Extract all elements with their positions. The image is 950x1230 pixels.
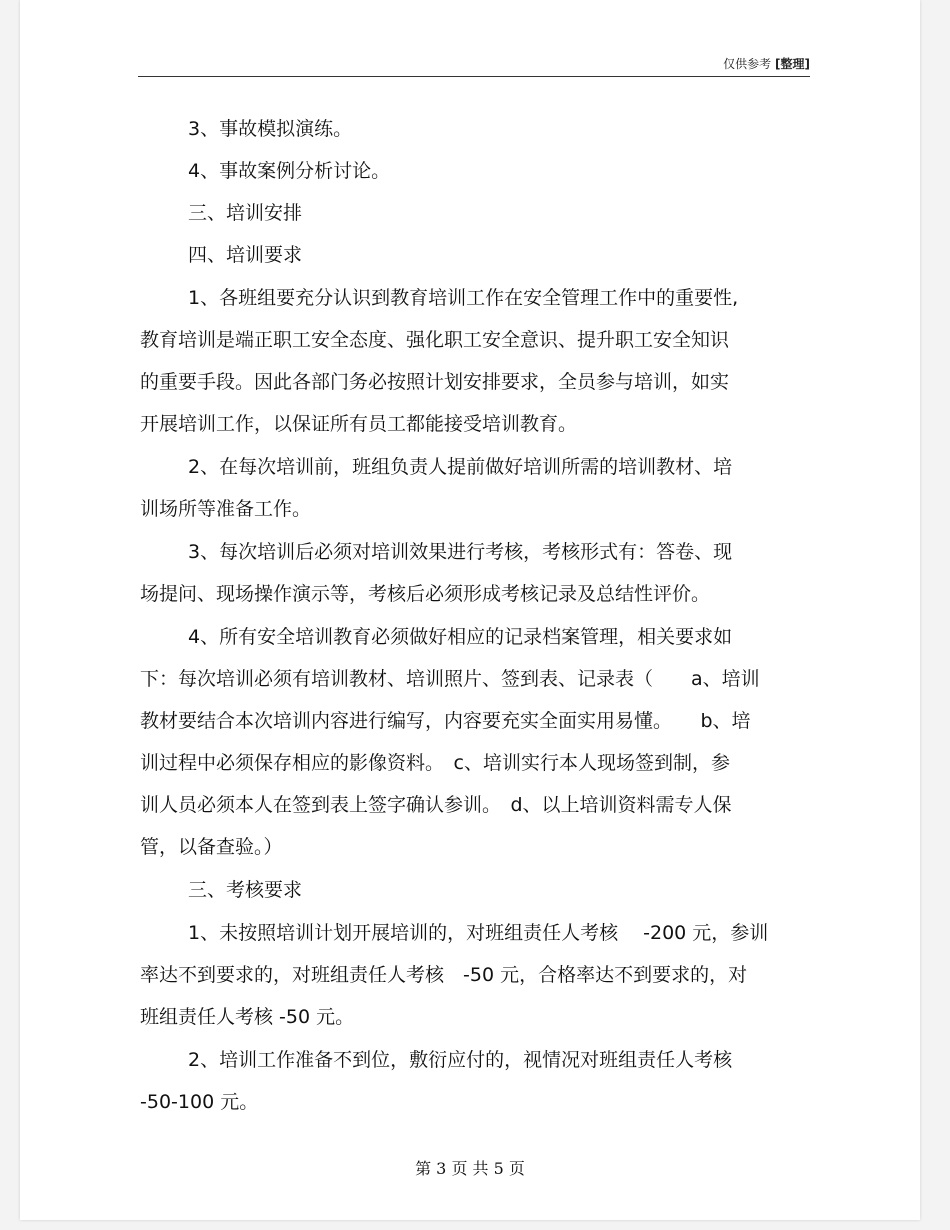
paragraph-line: 2、在每次培训前，班组负责人提前做好培训所需的培训教材、培: [188, 456, 733, 478]
header-label: 仅供参考: [723, 57, 772, 71]
paragraph-line: 场提问、现场操作演示等，考核后必须形成考核记录及总结性评价。: [140, 583, 711, 605]
header-tag: [整理]: [775, 57, 810, 71]
paragraph-line: 的重要手段。因此各部门务必按照计划安排要求，全员参与培训，如实: [140, 371, 730, 393]
paragraph-line: 下：每次培训必须有培训教材、培训照片、签到表、记录表（ a、培训: [140, 668, 760, 690]
paragraph-line: 班组责任人考核 -50 元。: [140, 1006, 355, 1028]
paragraph-line: 开展培训工作，以保证所有员工都能接受培训教育。: [140, 413, 578, 435]
paragraph-line: 1、未按照培训计划开展培训的，对班组责任人考核 -200 元，参训: [188, 922, 769, 944]
list-item-case-study: 4、事故案例分析讨论。: [188, 160, 391, 182]
list-item-drill: 3、事故模拟演练。: [188, 118, 353, 140]
section-heading-training-requirements: 四、培训要求: [188, 244, 303, 266]
paragraph-line: 教育培训是端正职工安全态度、强化职工安全意识、提升职工安全知识: [140, 329, 730, 351]
paragraph-line: 教材要结合本次培训内容进行编写，内容要充实全面实用易懂。 b、培: [140, 710, 751, 732]
section-heading-training-arrangement: 三、培训安排: [188, 202, 303, 224]
paragraph-line: 3、每次培训后必须对培训效果进行考核，考核形式有：答卷、现: [188, 541, 733, 563]
paragraph-line: 训场所等准备工作。: [140, 498, 312, 520]
document-page: [20, 0, 920, 1220]
page-header: [723, 55, 810, 72]
paragraph-line: 训人员必须本人在签到表上签字确认参训。 d、以上培训资料需专人保: [140, 794, 732, 816]
paragraph-line: 训过程中必须保存相应的影像资料。 c、培训实行本人现场签到制，参: [140, 752, 730, 774]
paragraph-line: 管，以备查验。）: [140, 836, 283, 858]
section-heading-assessment-requirements: 三、考核要求: [188, 879, 303, 901]
paragraph-line: 2、培训工作准备不到位，敷衍应付的，视情况对班组责任人考核: [188, 1049, 733, 1071]
paragraph-line: 率达不到要求的，对班组责任人考核 -50 元，合格率达不到要求的，对: [140, 964, 748, 986]
header-divider: [138, 76, 810, 77]
paragraph-line: 4、所有安全培训教育必须做好相应的记录档案管理，相关要求如: [188, 626, 733, 648]
paragraph-line: -50-100 元。: [140, 1091, 259, 1113]
page-number-footer: 第 3 页 共 5 页: [415, 1159, 525, 1178]
paragraph-line: 1、各班组要充分认识到教育培训工作在安全管理工作中的重要性,: [188, 287, 739, 309]
